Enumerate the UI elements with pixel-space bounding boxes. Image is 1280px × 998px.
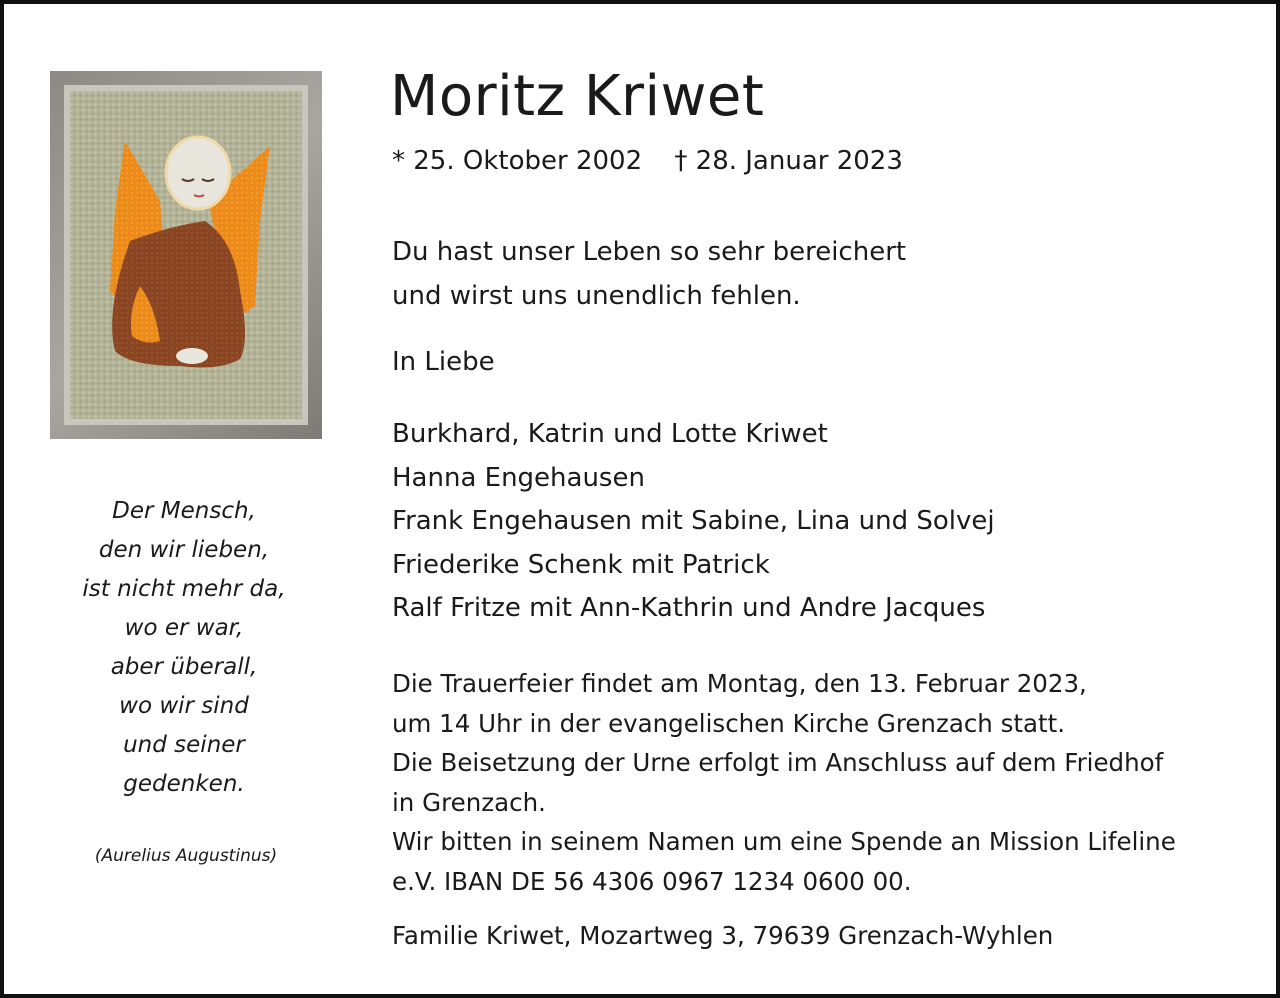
birth-date: * 25. Oktober 2002	[392, 146, 643, 176]
quote-line: und seiner	[123, 732, 245, 758]
info-line: um 14 Uhr in der evangelischen Kirche Grenzach statt.	[392, 708, 1066, 738]
info-line: Die Trauerfeier findet am Montag, den 13. Februar 2023,	[392, 669, 1087, 698]
motto-line: Du hast unser Leben so sehr bereichert	[392, 237, 907, 267]
closing-phrase: In Liebe	[392, 347, 495, 377]
quote	[44, 492, 324, 804]
motto	[392, 230, 906, 318]
quote-line: Der Mensch,	[112, 498, 256, 524]
quote-line: den wir lieben,	[98, 537, 270, 563]
family-address: Familie Kriwet, Mozartweg 3, 79639 Grenzach-Wyhlen	[392, 921, 1054, 950]
deceased-name: Moritz Kriwet	[390, 64, 765, 129]
angel-embroidery-picture	[64, 85, 308, 425]
info-line: Die Beisetzung der Urne erfolgt im Anschluss auf dem Friedhof	[392, 748, 1164, 777]
death-date: † 28. Januar 2023	[674, 146, 903, 176]
framed-picture	[50, 71, 322, 439]
motto-line: und wirst uns unendlich fehlen.	[392, 281, 801, 311]
family-member: Friederike Schenk mit Patrick	[392, 549, 770, 580]
quote-line: ist nicht mehr da,	[82, 576, 286, 602]
info-line: Wir bitten in seinem Namen um eine Spende an Mission Lifeline	[392, 827, 1176, 856]
life-dates	[392, 144, 927, 178]
family-member: Frank Engehausen mit Sabine, Lina und Solvej	[392, 506, 995, 536]
family-member: Burkhard, Katrin und Lotte Kriwet	[392, 419, 828, 449]
quote-author: (Aurelius Augustinus)	[94, 846, 278, 866]
quote-line: wo wir sind	[119, 693, 249, 719]
family-list	[392, 413, 995, 631]
family-member: Ralf Fritze mit Ann-Kathrin und Andre Jacques	[392, 593, 986, 623]
quote-line: aber überall,	[110, 654, 258, 680]
quote-line: wo er war,	[124, 615, 244, 641]
info-line: e.V. IBAN DE 56 4306 0967 1234 0600 00.	[392, 866, 912, 896]
angel-icon	[70, 91, 302, 419]
family-member: Hanna Engehausen	[392, 462, 645, 493]
info-line: in Grenzach.	[392, 787, 546, 817]
quote-line: gedenken.	[123, 771, 245, 797]
ceremony-info	[392, 664, 1176, 901]
